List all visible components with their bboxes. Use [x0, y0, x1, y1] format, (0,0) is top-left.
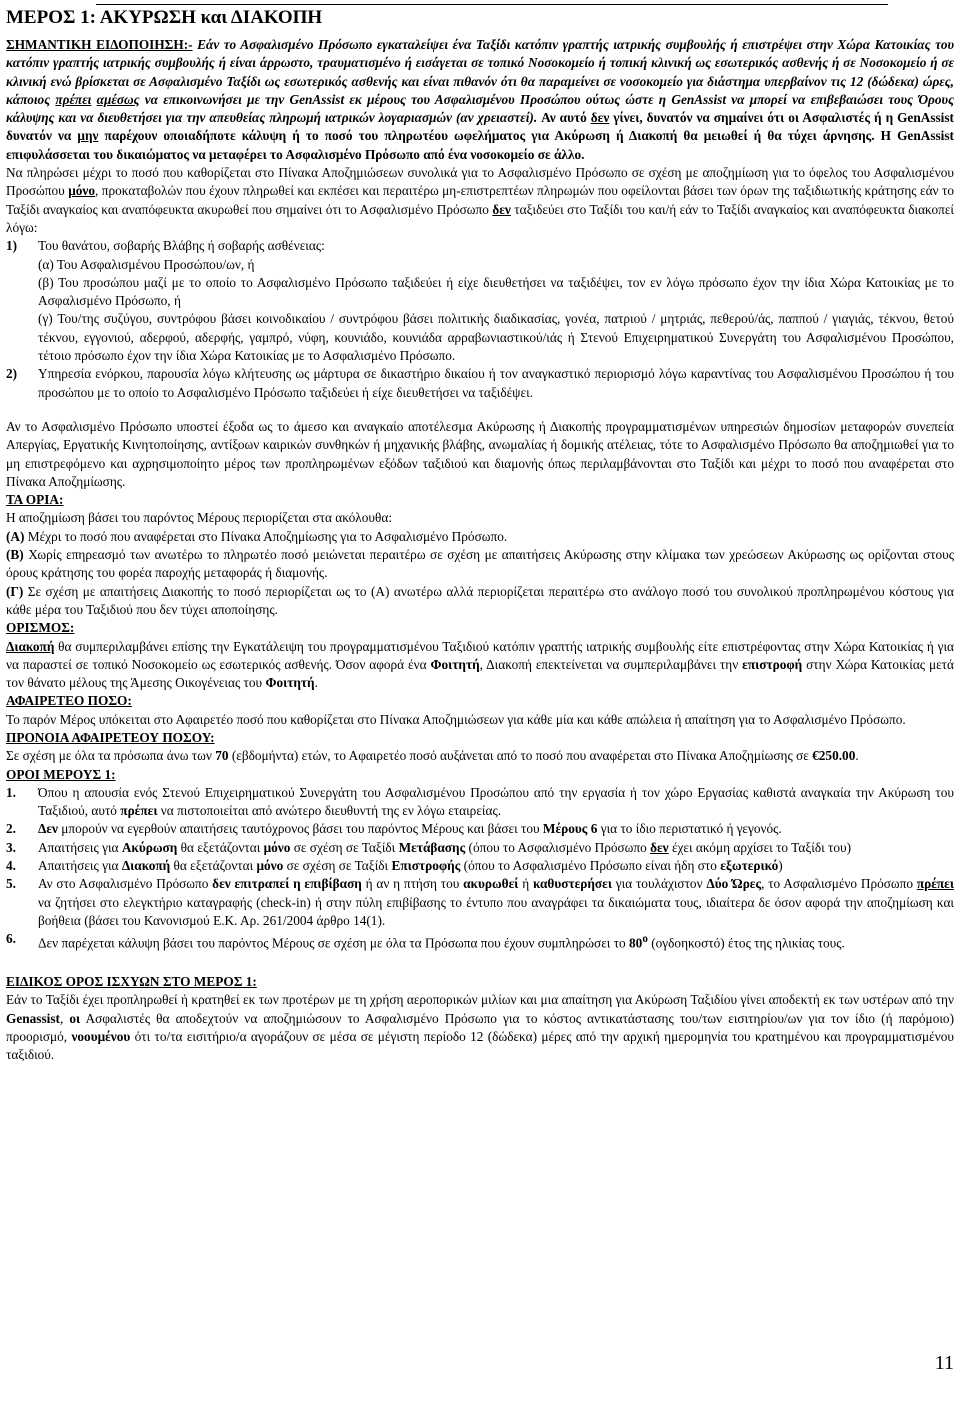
header-rule	[96, 4, 888, 5]
terms-heading: ΟΡΟΙ ΜΕΡΟΥΣ 1:	[6, 766, 116, 782]
definition-text: Διακοπή θα συμπεριλαμβάνει επίσης την Εγκατάλειψη του προγραμματισμένου Ταξιδιού κατόπιν γραπτής ιατρικής συμβουλής είτε επιστρέφοντας στην Χώρα Κατοικίας ή για να παραστεί σε τοπικό Νοσοκομείο ως εσωτερικός ασθενής. Όσον αφορά ένα Φοιτητή, Διακοπή επεκτείνεται να συμπεριλαμβάνει την επιστροφή στην Χώρα Κατοικίας μετά τον θάνατο μέλους της Άμεσης Οικογένειας του Φοιτητή.	[6, 638, 954, 691]
important-notice: ΣΗΜΑΝΤΙΚΗ ΕΙΔΟΠΟΙΗΣΗ:- Εάν το Ασφαλισμένο Πρόσωπο εγκαταλείψει ένα Ταξίδι κατόπιν γραπτής ιατρικής συμβουλής ή επιστρέψει στην Χώρα Κατοικίας του κατόπιν γραπτής ιατρικής συμβουλής ή είναι άρρωστο, τραυματισμένο ή εισάγεται σε τοπικό Νοσοκομείο ή τοπική κλινική ως εσωτερικός ασθενής ή σε Νοσοκομείο ή σε κλινική ενώ βρίσκεται σε Ασφαλισμένο Ταξίδι ως εσωτερικός ασθενής και είναι πιθανόν ότι θα παραμείνει σε νοσοκομείο για διάστημα υπερβαίνον τις 12 (δώδεκα) ώρες, κάποιος πρέπει αμέσως να επικοινωνήσει με την GenAssist εκ μέρους του Ασφαλισμένου Προσώπου ούτως ώστε η GenAssist να μπορεί να επιβεβαιώσει τους Όρους κάλυψης και να διευθετήσει για την απευθείας πληρωμή ιατρικών λογαριασμών (αν χρειαστεί). Αν αυτό δεν γίνει, δυνατόν να σημαίνει ότι οι Ασφαλιστές ή η GenAssist δυνατόν να μην παρέχουν οποιαδήποτε κάλυψη ή το ποσό του πληρωτέου ωφελήματος για Ακύρωση ή Διακοπή θα μειωθεί ή θα τύχει άρνησης. Η GenAssist επιφυλάσσεται του δικαιώματος να μεταφέρει το Ασφαλισμένο Πρόσωπο από ένα νοσοκομείο σε άλλο.	[6, 37, 954, 162]
term-4: 4. Απαιτήσεις για Διακοπή θα εξετάζονται μόνο σε σχέση σε Ταξίδι Επιστροφής (όπου το Ασφαλισμένο Πρόσωπο είναι ήδη στο εξωτερικό)	[6, 858, 783, 874]
term-1: 1. Όπου η απουσία ενός Στενού Επιχειρηματικού Συνεργάτη του Ασφαλισμένου Προσώπου από την εργασία ή τον χώρο Εργασίας καθιστά αναγκαία την Ακύρωση του Ταξιδιού, αυτό πρέπει να πιστοποιείται από ανώτερο διευθυντή της εν λόγω εταιρείας.	[6, 784, 954, 819]
reason-1: 1) Του θανάτου, σοβαρής Βλάβης ή σοβαρής ασθένειας: (α) Του Ασφαλισμένου Προσώπου/ων, ή (β) Του προσώπου μαζί με το οποίο το Ασφαλισμένο Πρόσωπο ταξιδεύει ή είχε διευθετήσει να ταξιδέψει, τον εν λόγω πρόσωπο έχον την ίδια Χώρα Κατοικίας με το Ασφαλισμένο Πρόσωπο, ή (γ) Του/της συζύγου, συντρόφου βάσει κοινοδικαίου / συντρόφου βάσει πολιτικής διαδικασίας, γονέα, πατριού / μητριάς, πεθερού/άς, παππού / γιαγιάς, τέκνου, θετού τέκνου, εγγονιού, αδερφού, αδερφής, γαμπρό, νύφη, κουνιάδο, κουνιάδα αρραβωνιαστικού/ιάς ή Στενού Επιχειρηματικού Συνεργάτη του Ασφαλισμένου Προσώπου, τέτοιο πρόσωπο έχον την ίδια Χώρα Κατοικίας με το Ασφαλισμένο Πρόσωπο.	[6, 237, 954, 365]
limits-intro: Η αποζημίωση βάσει του παρόντος Μέρους περιορίζεται στα ακόλουθα:	[6, 510, 393, 526]
term-6: 6. Δεν παρέχεται κάλυψη βάσει του παρόντος Μέρους σε σχέση με όλα τα Πρόσωπα που έχουν συμπληρώσει το $80^o$ (ογδοηκοστό) έτος της ηλικίας τους.	[6, 931, 845, 951]
document-body	[6, 6, 954, 1064]
limit-b: (Β) Χωρίς επηρεασμό των ανωτέρω το πληρωτέο ποσό μειώνεται περαιτέρω σε σχέση με απαιτήσεις Ακύρωσης στην κλίμακα των χρεώσεων Ακύρωσης ως ορίζονται στους όρους κράτησης του φορέα παροχής μεταφοράς ή διαμονής.	[6, 547, 954, 581]
limit-a: (Α) Μέχρι το ποσό που αναφέρεται στο Πίνακα Αποζημίωσης για το Ασφαλισμένο Πρόσωπο.	[6, 528, 508, 544]
special-term-text: Εάν το Ταξίδι έχει προπληρωθεί ή κρατηθεί εκ των προτέρων με τη χρήση αεροπορικών μιλίων και μια απαίτηση για Ακύρωση Ταξιδίου γίνει αποδεκτή εκ των υστέρων από την Genassist, οι Ασφαλιστές θα αποδεχτούν να αποζημιώσουν το Ασφαλισμένο Πρόσωπο για το κόστος αντικατάστασης του/των εισιτηρίου/ων για τον ίδιο (ή παρόμοιο) προορισμό, νοουμένου ότι το/τα εισιτήριο/α αγοράζουν σε μέσα σε μέγιστη περίοδο 12 (δώδεκα) μέρες από την αρχική ημερομηνία του κρατημένου και προγραμματισμένου ταξιδιού.	[6, 992, 954, 1063]
notice-heading: ΣΗΜΑΝΤΙΚΗ ΕΙΔΟΠΟΙΗΣΗ:-	[6, 37, 193, 52]
deductible-heading: ΑΦΑΙΡΕΤΕΟ ΠΟΣΟ:	[6, 693, 132, 709]
term-2: 2. Δεν μπορούν να εγερθούν απαιτήσεις ταυτόχρονος βάσει του παρόντος Μέρους και βάσει του Μέρους 6 για το ίδιο περιστατικό ή γεγονός.	[6, 821, 782, 837]
deductible-provision-heading: ΠΡΟΝΟΙΑ ΑΦΑΙΡΕΤΕΟΥ ΠΟΣΟΥ:	[6, 729, 215, 745]
term-5: 5. Αν στο Ασφαλισμένο Πρόσωπο δεν επιτραπεί η επιβίβαση ή αν η πτήση του ακυρωθεί ή καθυστερήσει για τουλάχιστον Δύο Ώρες, το Ασφαλισμένο Πρόσωπο πρέπει να ζητήσει στο ελεγκτήριο καταγραφής (check-in) ή στην πύλη επιβίβασης το έντυπο που αναγράφει τα δικαιώματα τους, ιδιαίτερα δε όσον αφορά την αποζημίωση και βοήθεια (βάσει του Κανονισμού Ε.Κ. Αρ. 261/2004 άρθρο 14(1).	[6, 876, 954, 928]
page-title: ΜΕΡΟΣ 1: ΑΚΥΡΩΣΗ και ΔΙΑΚΟΠΗ	[6, 7, 323, 28]
intro-paragraph: Να πληρώσει μέχρι το ποσό που καθορίζεται στο Πίνακα Αποζημιώσεων συνολικά για το Ασφαλισμένο Πρόσωπο σε σχέση με αποζημίωση για το όφελος του Ασφαλισμένου Προσώπου μόνο, προκαταβολών που έχουν πληρωθεί και εκπέσει και περαιτέρω μη-επιστρεπτέων πληρωμών που οφείλονται βάσει των όρων της ταξιδιωτικής κράτησης εάν το Ταξίδι αναγκαίος και αναπόφευκτα ακυρωθεί που σημαίνει ότι το Ασφαλισμένο Πρόσωπο δεν ταξιδεύει στο Ταξίδι του και/ή εάν το Ταξίδι αναγκαίος και αναπόφευκτα διακοπεί λόγω:	[6, 165, 955, 235]
page-number: 11	[934, 1352, 954, 1374]
reason-1-sub-b: (β) Του προσώπου μαζί με το οποίο το Ασφαλισμένο Πρόσωπο ταξιδεύει ή είχε διευθετήσει να ταξιδέψει, τον εν λόγω πρόσωπο έχον την ίδια Χώρα Κατοικίας με το Ασφαλισμένο Πρόσωπο, ή	[38, 274, 954, 309]
limit-c: (Γ) Σε σχέση με απαιτήσεις Διακοπής το ποσό περιορίζεται ως το (Α) ανωτέρω αλλά περιορίζεται περαιτέρω στο ανάλογο ποσό του συνολικού προπληρωμένου κόστους για κάθε μέρα του Ταξιδιού που δεν τύχει αποποίησης.	[6, 583, 954, 617]
deductible-text: Το παρόν Μέρος υπόκειται στο Αφαιρετέο ποσό που καθορίζεται στο Πίνακα Αποζημιώσεων για κάθε μία και κάθε απώλεια ή απαίτηση για το Ασφαλισμένο Πρόσωπο.	[6, 711, 906, 727]
deductible-provision-text: Σε σχέση με όλα τα πρόσωπα άνω των 70 (εβδομήντα) ετών, το Αφαιρετέο ποσό αυξάνεται από το ποσό που αναφέρεται στο Πίνακα Αποζημίωσης σε €250.00.	[6, 748, 859, 764]
reason-1-sub-a: (α) Του Ασφαλισμένου Προσώπου/ων, ή	[38, 256, 255, 272]
reason-1-sub-c: (γ) Του/της συζύγου, συντρόφου βάσει κοινοδικαίου / συντρόφου βάσει πολιτικής διαδικασίας, γονέα, πατριού / μητριάς, πεθερού/άς, παππού / γιαγιάς, τέκνου, θετού τέκνου, εγγονιού, αδερφού, αδερφής, γαμπρό, νύφη, κουνιάδο, κουνιάδα αρραβωνιαστικού/ιάς ή Στενού Επιχειρηματικού Συνεργάτη του Ασφαλισμένου Προσώπου, τέτοιο πρόσωπο έχον την ίδια Χώρα Κατοικίας με το Ασφαλισμένο Πρόσωπο.	[38, 311, 954, 364]
strike-paragraph: Αν το Ασφαλισμένο Πρόσωπο υποστεί έξοδα ως το άμεσο και αναγκαίο αποτέλεσμα Ακύρωσης ή Διακοπής προγραμματισμένων υπηρεσιών δημοσίων μεταφορών συνεπεία Απεργίας, Εργατικής Κινητοποίησης, αντίξοων καιρικών συνθηκών ή μηχανικής βλάβης, ανωμαλίας ή δομικής ατέλειας, τότε το Ασφαλισμένο Πρόσωπο θα αποζημιωθεί για το μη επιστρεφόμενο και αχρησιμοποίητο μέρος των προπληρωμένων εξόδων ταξιδιού και διαμονής όπως περιλαμβάνονται στο Ταξίδι και μέχρι το ποσό που αναφέρεται στο Πίνακα Αποζημίωσης.	[6, 418, 954, 489]
special-term-heading: ΕΙΔΙΚΟΣ ΟΡΟΣ ΙΣΧΥΩΝ ΣΤΟ ΜΕΡΟΣ 1:	[6, 973, 257, 989]
reason-2: 2) Υπηρεσία ενόρκου, παρουσία λόγω κλήτευσης ως μάρτυρα σε δικαστήριο δικαίου ή τον αναγκαστικό περιορισμό λόγω καραντίνας του Ασφαλισμένου Προσώπου ή του προσώπου με το οποίο το Ασφαλισμένο Πρόσωπο ταξιδεύει ή είχε διευθετήσει να ταξιδέψει.	[6, 366, 954, 400]
term-3: 3. Απαιτήσεις για Ακύρωση θα εξετάζονται μόνο σε σχέση σε Ταξίδι Μετάβασης (όπου το Ασφαλισμένο Πρόσωπο δεν έχει ακόμη αρχίσει το Ταξίδι του)	[6, 839, 852, 855]
limits-heading: ΤΑ ΟΡΙΑ:	[6, 492, 64, 508]
definition-heading: ΟΡΙΣΜΟΣ:	[6, 620, 75, 636]
